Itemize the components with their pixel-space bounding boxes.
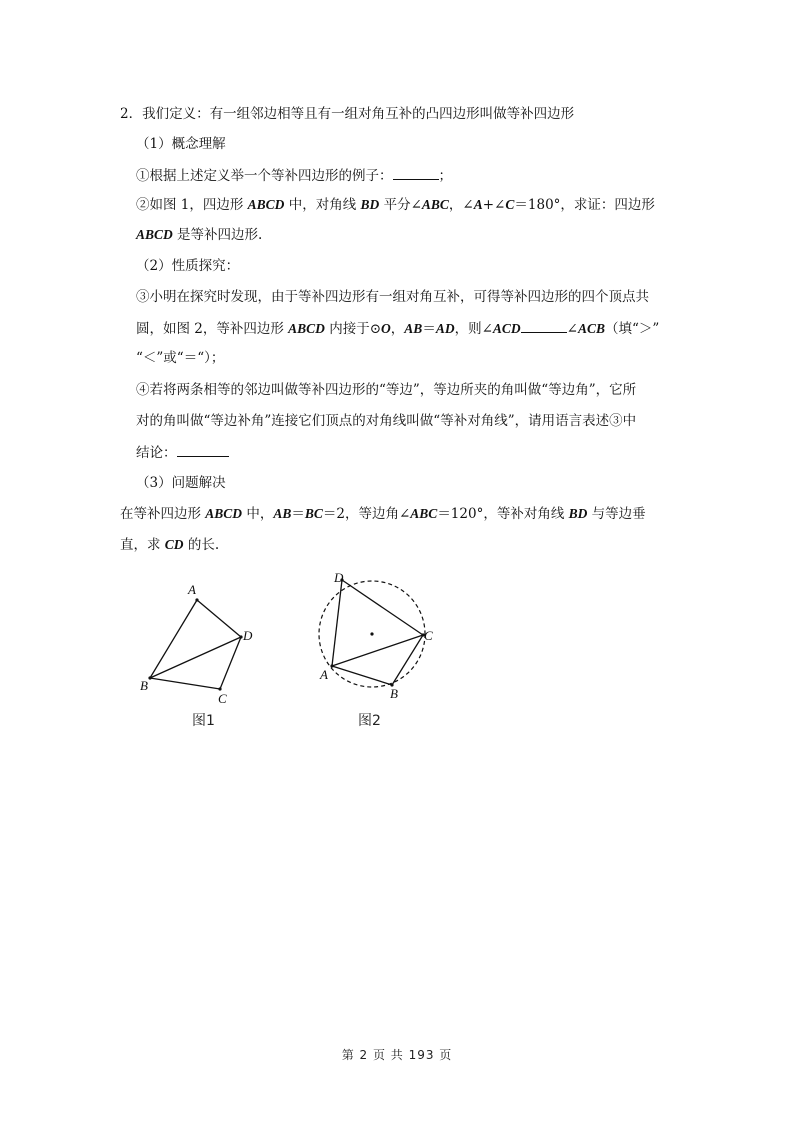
part3-line2 <box>120 535 219 555</box>
text: 直，求 <box>120 537 165 553</box>
part2-item3-line2 <box>136 318 659 339</box>
text: ，∠ <box>448 197 474 213</box>
text: ， <box>390 321 405 337</box>
figure-2-diagram <box>310 568 450 708</box>
text: 中，对角线 <box>284 197 361 213</box>
figure-1-diagram <box>130 570 270 710</box>
var: O <box>381 321 391 336</box>
var: ABCD <box>247 197 285 212</box>
label-C: C <box>218 691 227 706</box>
var: ABC <box>410 506 438 521</box>
label-D: D <box>243 628 253 643</box>
part2-item4-line3 <box>136 442 229 463</box>
var: ABCD <box>136 227 173 242</box>
part3-line1 <box>120 504 646 524</box>
label-B: B <box>140 678 148 693</box>
var: BC <box>304 506 323 521</box>
label-A: A <box>188 582 196 597</box>
edge-AD <box>197 600 241 637</box>
var: C <box>505 197 515 212</box>
var: AB <box>273 506 292 521</box>
page-footer: 第 2 页 共 193 页 <box>341 1048 453 1062</box>
text: 是等补四边形. <box>172 227 263 243</box>
var: AB <box>404 321 423 336</box>
answer-blank-2[interactable] <box>521 318 567 333</box>
part1-item1 <box>136 165 452 186</box>
text: 的长. <box>183 537 220 553</box>
var: AD <box>435 321 455 336</box>
answer-blank-3[interactable] <box>177 442 229 457</box>
edge-CB <box>150 678 220 689</box>
edge-AD <box>332 580 342 666</box>
question-intro <box>120 104 574 124</box>
var: ABCD <box>288 321 325 336</box>
var: ACD <box>492 321 521 336</box>
text: ②如图 1，四边形 <box>136 197 248 213</box>
text: 平分∠ <box>379 197 422 213</box>
edge-CB <box>392 635 423 685</box>
var: BD <box>568 506 588 521</box>
text: （填“＞” <box>604 321 660 337</box>
var: CD <box>164 537 184 552</box>
part3-title: （3）问题解决 <box>136 475 226 491</box>
edge-DC <box>342 580 423 635</box>
item1-end: ； <box>438 168 452 184</box>
edge-BA <box>332 666 392 685</box>
text: ＝120°，等补对角线 <box>437 506 569 522</box>
text: 与等边垂 <box>587 506 646 522</box>
var: ABCD <box>205 506 243 521</box>
part1-item2-line2 <box>136 225 262 245</box>
part2-item4-line1: ④若将两条相等的邻边叫做等补四边形的“等边”，等边所夹的角叫做“等边角”，它所 <box>136 382 637 398</box>
text: ＝ <box>291 506 305 522</box>
text: ＝ <box>422 321 436 337</box>
item1-text: ①根据上述定义举一个等补四边形的例子： <box>136 168 393 184</box>
text: 结论： <box>136 445 177 461</box>
question-intro-text: 我们定义：有一组邻边相等且有一组对角互补的凸四边形叫做等补四边形 <box>142 106 575 122</box>
diagonal-AC <box>332 635 423 666</box>
question-number: 2． <box>120 106 143 122</box>
figure-2-caption: 图2 <box>358 713 381 729</box>
text: 圆，如图 2，等补四边形 <box>136 321 289 337</box>
text: +∠ <box>482 197 506 213</box>
part2-item4-line2: 对的角叫做“等边补角”连接它们顶点的对角线叫做“等补对角线”，请用语言表述③中 <box>136 413 637 429</box>
text: ，则∠ <box>454 321 493 337</box>
part1-title: （1）概念理解 <box>136 136 226 152</box>
text: 内接于⊙ <box>324 321 382 337</box>
figure-1-caption: 图1 <box>192 713 215 729</box>
var: ABC <box>421 197 449 212</box>
label-C: C <box>424 628 433 643</box>
answer-blank-1[interactable] <box>393 165 439 180</box>
text: ＝180°，求证：四边形 <box>514 197 655 213</box>
part1-item2-line1 <box>136 195 655 215</box>
var: BD <box>360 197 380 212</box>
text: ＝2，等边角∠ <box>322 506 411 522</box>
edge-BA <box>150 600 197 678</box>
text: 在等补四边形 <box>120 506 206 522</box>
label-D: D <box>334 570 344 585</box>
var: ACB <box>577 321 605 336</box>
var: A <box>473 197 483 212</box>
label-A: A <box>320 667 328 682</box>
part2-item3-line1: ③小明在探究时发现，由于等补四边形有一组对角互补，可得等补四边形的四个顶点共 <box>136 289 649 305</box>
label-B: B <box>390 686 398 701</box>
center-point-O <box>370 632 373 635</box>
text: 中， <box>242 506 274 522</box>
text: ∠ <box>566 321 578 337</box>
part2-item3-line3: “＜”或“＝“）； <box>136 350 225 366</box>
part2-title: （2）性质探究： <box>136 258 240 274</box>
